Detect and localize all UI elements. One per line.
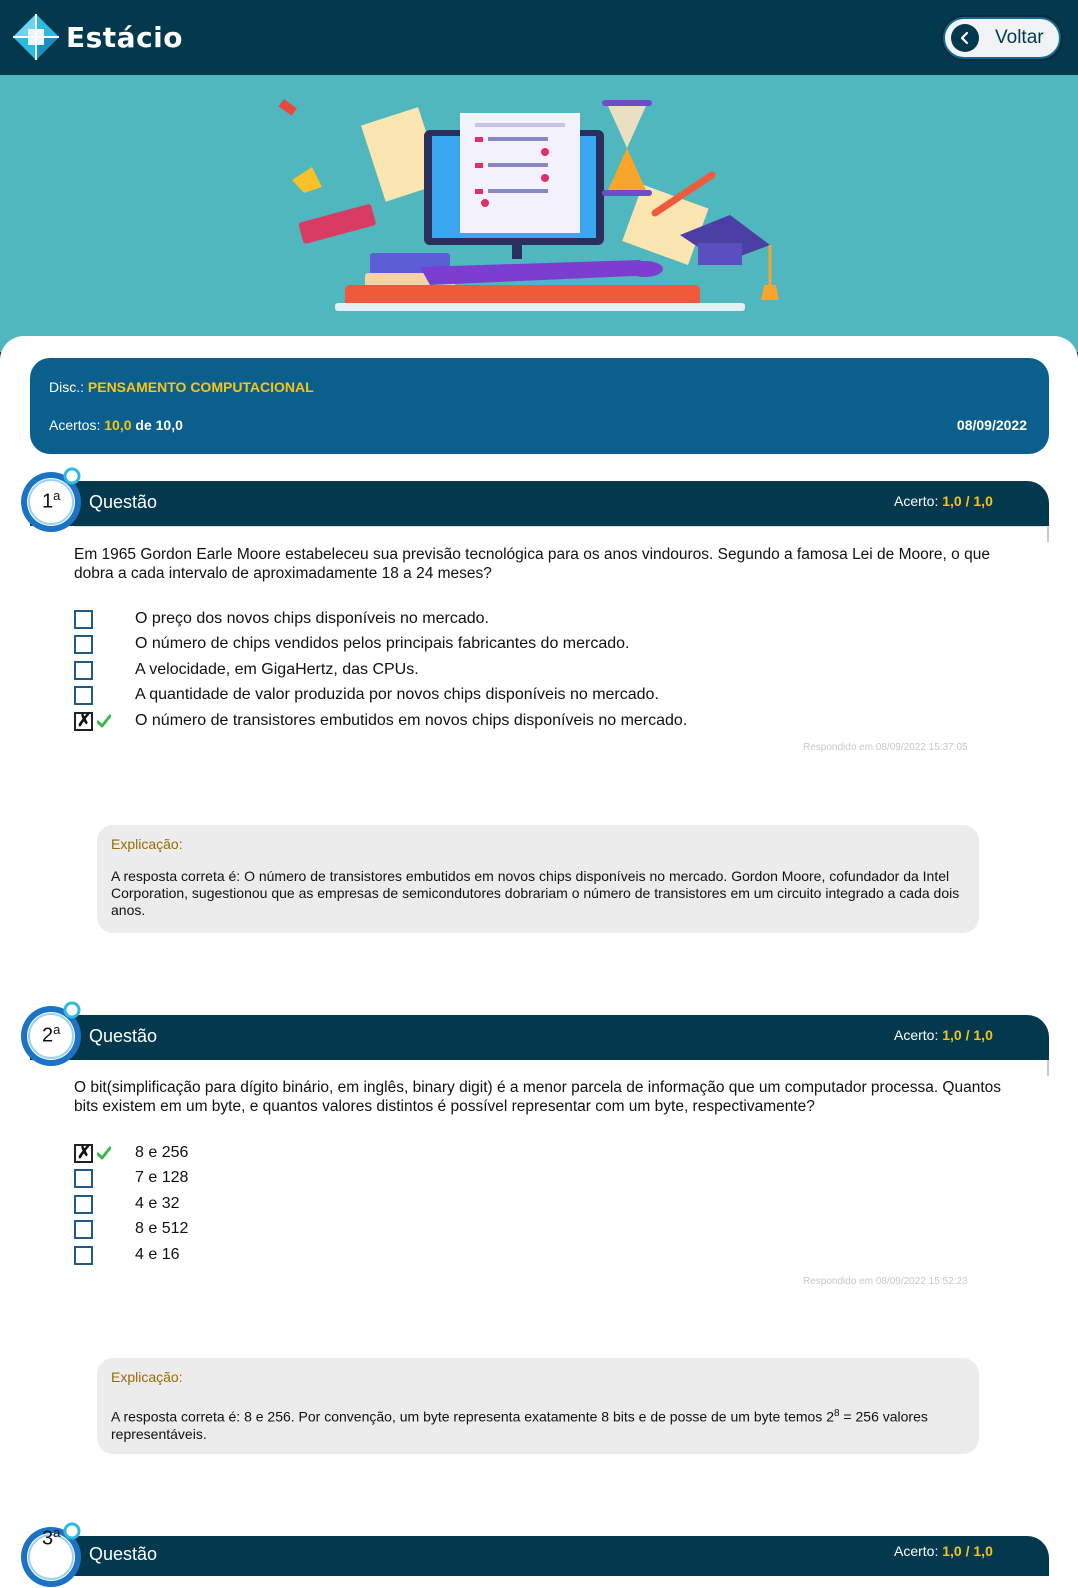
option-label: O preço dos novos chips disponíveis no mercado.: [135, 610, 489, 627]
back-button[interactable]: [943, 17, 1061, 59]
explanation-title: Explicação:: [111, 836, 183, 852]
study-illustration: [0, 75, 1078, 360]
option-label: 8 e 512: [135, 1220, 189, 1237]
question-score: Acerto: 1,0 / 1,0: [894, 1027, 993, 1043]
question-text: O bit(simplificação para dígito binário, em inglês, binary digit) é a menor parcela de informação que um computador processa. Quantos bits existem em um byte, e quantos valores distintos é possível representar com um byte, respectivamente?: [74, 1079, 1002, 1115]
chevron-left-icon: [951, 24, 979, 52]
checkbox-icon[interactable]: ✗: [74, 1144, 93, 1163]
answered-timestamp: Respondido em 08/09/2022 15:37:05: [803, 742, 968, 753]
explanation-box: [97, 825, 979, 933]
explanation-text: A resposta correta é: O número de transistores embutidos em novos chips disponíveis no mercado. Gordon Moore, cofundador da Intel Corporation, sugestionou que as empresas de semicondutores dobrariam o número de transistores em um circuito integrado a cada dois anos.: [111, 868, 960, 918]
option-label: 4 e 32: [135, 1195, 180, 1212]
checkbox-icon[interactable]: [74, 1169, 93, 1188]
option-4[interactable]: [74, 1218, 374, 1240]
header-edge: [1047, 526, 1049, 542]
option-label: A velocidade, em GigaHertz, das CPUs.: [135, 661, 419, 678]
option-label: 4 e 16: [135, 1246, 180, 1263]
brand-logo[interactable]: [12, 13, 183, 61]
option-5[interactable]: [74, 710, 774, 732]
top-bar: [0, 0, 1078, 75]
hero-banner: [0, 75, 1078, 360]
discipline: Disc.: PENSAMENTO COMPUTACIONAL: [49, 379, 314, 395]
brand-name: Estácio: [66, 20, 184, 54]
checkbox-icon[interactable]: [74, 1195, 93, 1214]
question-score: Acerto: 1,0 / 1,0: [894, 493, 993, 509]
option-3[interactable]: [74, 659, 774, 681]
header-underline: [74, 526, 1049, 527]
question-text: Em 1965 Gordon Earle Moore estabeleceu sua previsão tecnológica para os anos vindouros. Segundo a famosa Lei de Moore, o que dobra a cada intervalo de aproximadamente 18 a 24 meses?: [74, 546, 990, 582]
option-2[interactable]: [74, 1167, 374, 1189]
green-check-icon: [97, 714, 111, 728]
header-edge: [1047, 1060, 1049, 1076]
explanation-text: A resposta correta é: 8 e 256. Por convenção, um byte representa exatamente 8 bits e de posse de um byte temos $2^8 = 256$ valores representáveis.: [111, 1408, 928, 1442]
question-header: [30, 1015, 1049, 1060]
option-label: 7 e 128: [135, 1169, 189, 1186]
option-label: O número de chips vendidos pelos principais fabricantes do mercado.: [135, 635, 630, 652]
question-title: Questão: [89, 1544, 158, 1564]
question-header: [30, 481, 1049, 526]
answered-timestamp: Respondido em 08/09/2022 15:52:23: [803, 1276, 968, 1287]
option-label: A quantidade de valor produzida por novos chips disponíveis no mercado.: [135, 686, 659, 703]
explanation-box: [97, 1358, 979, 1454]
checkbox-icon[interactable]: [74, 635, 93, 654]
exam-date: 08/09/2022: [956, 417, 1027, 433]
checkbox-icon[interactable]: [74, 1220, 93, 1239]
option-label: O número de transistores embutidos em novos chips disponíveis no mercado.: [135, 712, 688, 729]
estacio-logo-icon: [12, 13, 60, 61]
option-4[interactable]: [74, 684, 774, 706]
explanation-title: Explicação:: [111, 1369, 183, 1385]
question-number: 3$^a$: [42, 1525, 61, 1550]
question-number: 2$^a$: [42, 1022, 61, 1047]
hits-total: de 10,0: [135, 417, 183, 433]
total-hits: Acertos: 10,0 de 10,0: [49, 417, 183, 433]
checkbox-icon[interactable]: [74, 1246, 93, 1265]
question-title: Questão: [89, 1026, 158, 1046]
checkbox-icon[interactable]: [74, 610, 93, 629]
exam-info-card: [30, 358, 1049, 454]
option-label: 8 e 256: [135, 1144, 189, 1161]
option-3[interactable]: [74, 1193, 374, 1215]
checkbox-icon[interactable]: [74, 661, 93, 680]
question-score: Acerto: 1,0 / 1,0: [894, 1543, 993, 1559]
hits-value: 10,0: [104, 417, 132, 433]
green-check-icon: [97, 1146, 111, 1160]
checkbox-icon[interactable]: ✗: [74, 712, 93, 731]
question-title: Questão: [89, 492, 158, 512]
option-1[interactable]: [74, 608, 774, 630]
discipline-name: PENSAMENTO COMPUTACIONAL: [87, 379, 314, 395]
question-number: 1$^a$: [42, 488, 61, 513]
option-1[interactable]: [74, 1142, 374, 1164]
checkbox-icon[interactable]: [74, 686, 93, 705]
question-header: [30, 1536, 1049, 1576]
option-5[interactable]: [74, 1244, 374, 1266]
option-2[interactable]: [74, 633, 774, 655]
back-button-label: Voltar: [995, 27, 1044, 48]
